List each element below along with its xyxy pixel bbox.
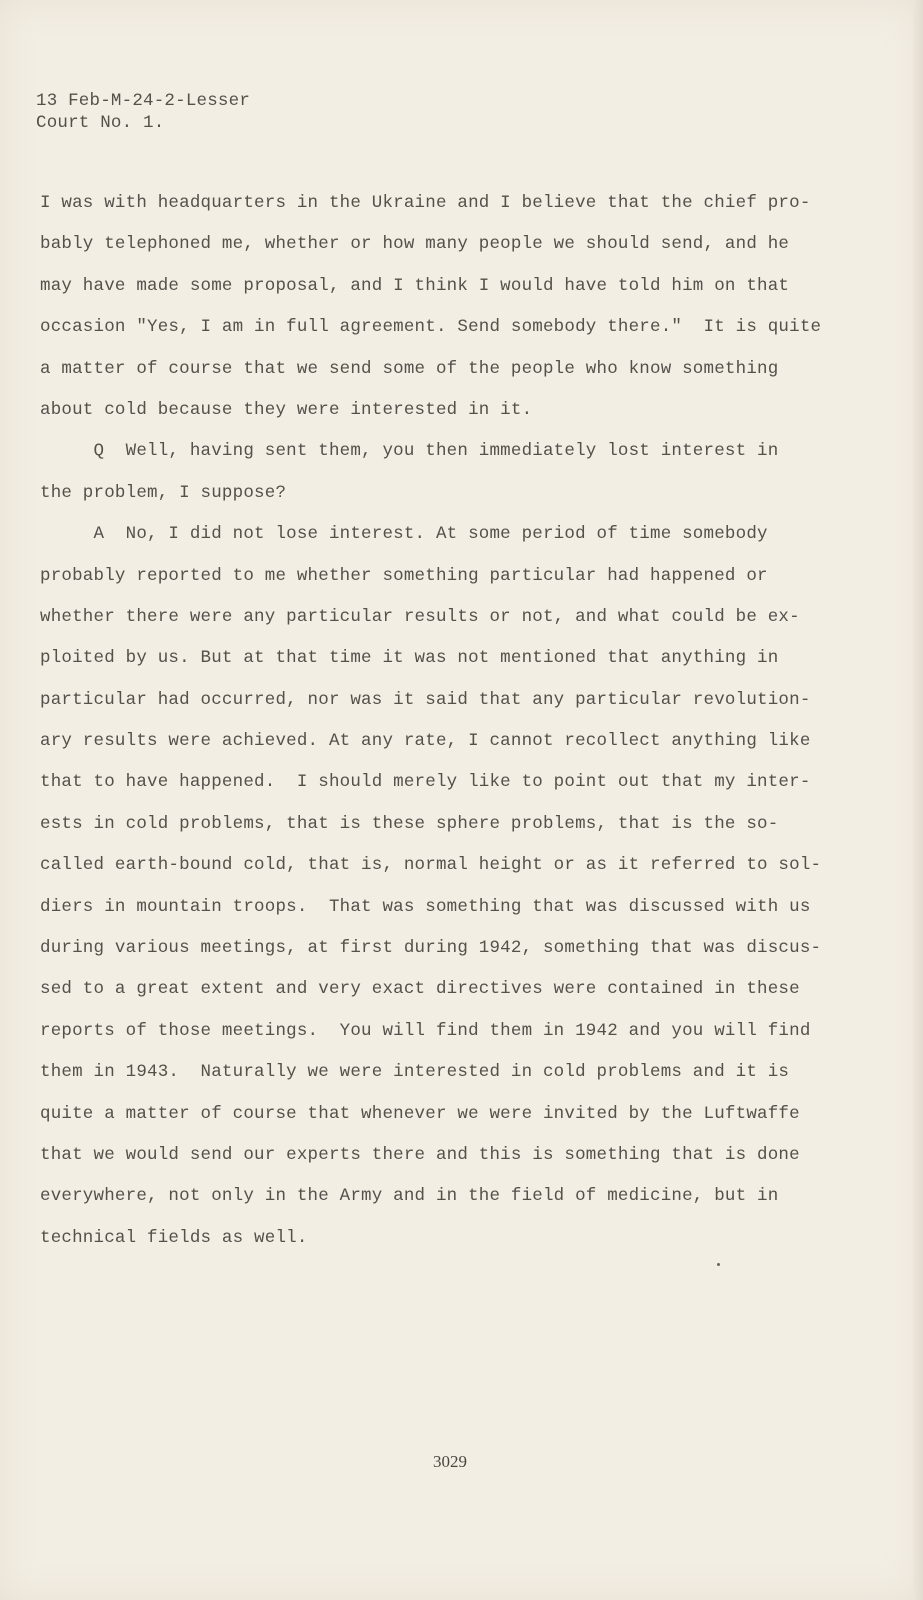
text-line: them in 1943. Naturally we were interested in cold problems and it is [40,1062,790,1083]
text-line: particular had occurred, nor was it said that any particular revolution- [40,689,811,710]
text-line: occasion "Yes, I am in full agreement. Send somebody there." It is quite [40,317,822,338]
ink-speck [717,1263,720,1266]
page-number: 3029 [433,1452,467,1471]
text-line: about cold because they were interested in it. [40,399,533,420]
text-line: that we would send our experts there and this is something that is done [40,1144,800,1165]
text-line: whether there were any particular results or not, and what could be ex- [40,606,800,627]
text-line: reports of those meetings. You will find them in 1942 and you will find [40,1020,811,1041]
page-edge [913,0,923,1600]
text-line: a matter of course that we send some of the people who know something [40,358,779,379]
text-line: I was with headquarters in the Ukraine and I believe that the chief pro- [40,193,811,213]
text-line: diers in mountain troops. That was something that was discussed with us [40,896,811,917]
text-line: ploited by us. But at that time it was not mentioned that anything in [40,648,779,669]
text-line: may have made some proposal, and I think I would have told him on that [40,275,790,296]
header-reference: 13 Feb-M-24-2-Lesser [36,91,251,111]
text-line: during various meetings, at first during 1942, something that was discus- [40,938,822,959]
question-line: Q Well, having sent them, you then immediately lost interest in [40,441,779,462]
text-line: quite a matter of course that whenever we were invited by the Luftwaffe [40,1103,800,1124]
text-line: ary results were achieved. At any rate, I cannot recollect anything like [40,731,811,752]
text-line: ests in cold problems, that is these sphere problems, that is the so- [40,813,779,834]
text-line: everywhere, not only in the Army and in the field of medicine, but in [40,1186,779,1207]
answer-line: A No, I did not lose interest. At some period of time somebody [40,524,768,545]
text-line: bably telephoned me, whether or how many people we should send, and he [40,234,790,255]
text-line: that to have happened. I should merely like to point out that my inter- [40,772,811,793]
transcript-body [40,183,822,1259]
text-line: the problem, I suppose? [40,482,287,503]
text-line: probably reported to me whether something particular had happened or [40,565,768,586]
header-court: Court No. 1. [36,113,165,133]
text-line: technical fields as well. [40,1227,308,1248]
text-line: sed to a great extent and very exact directives were contained in these [40,979,800,1000]
text-line: called earth-bound cold, that is, normal height or as it referred to sol- [40,855,822,876]
document-header [36,90,250,134]
